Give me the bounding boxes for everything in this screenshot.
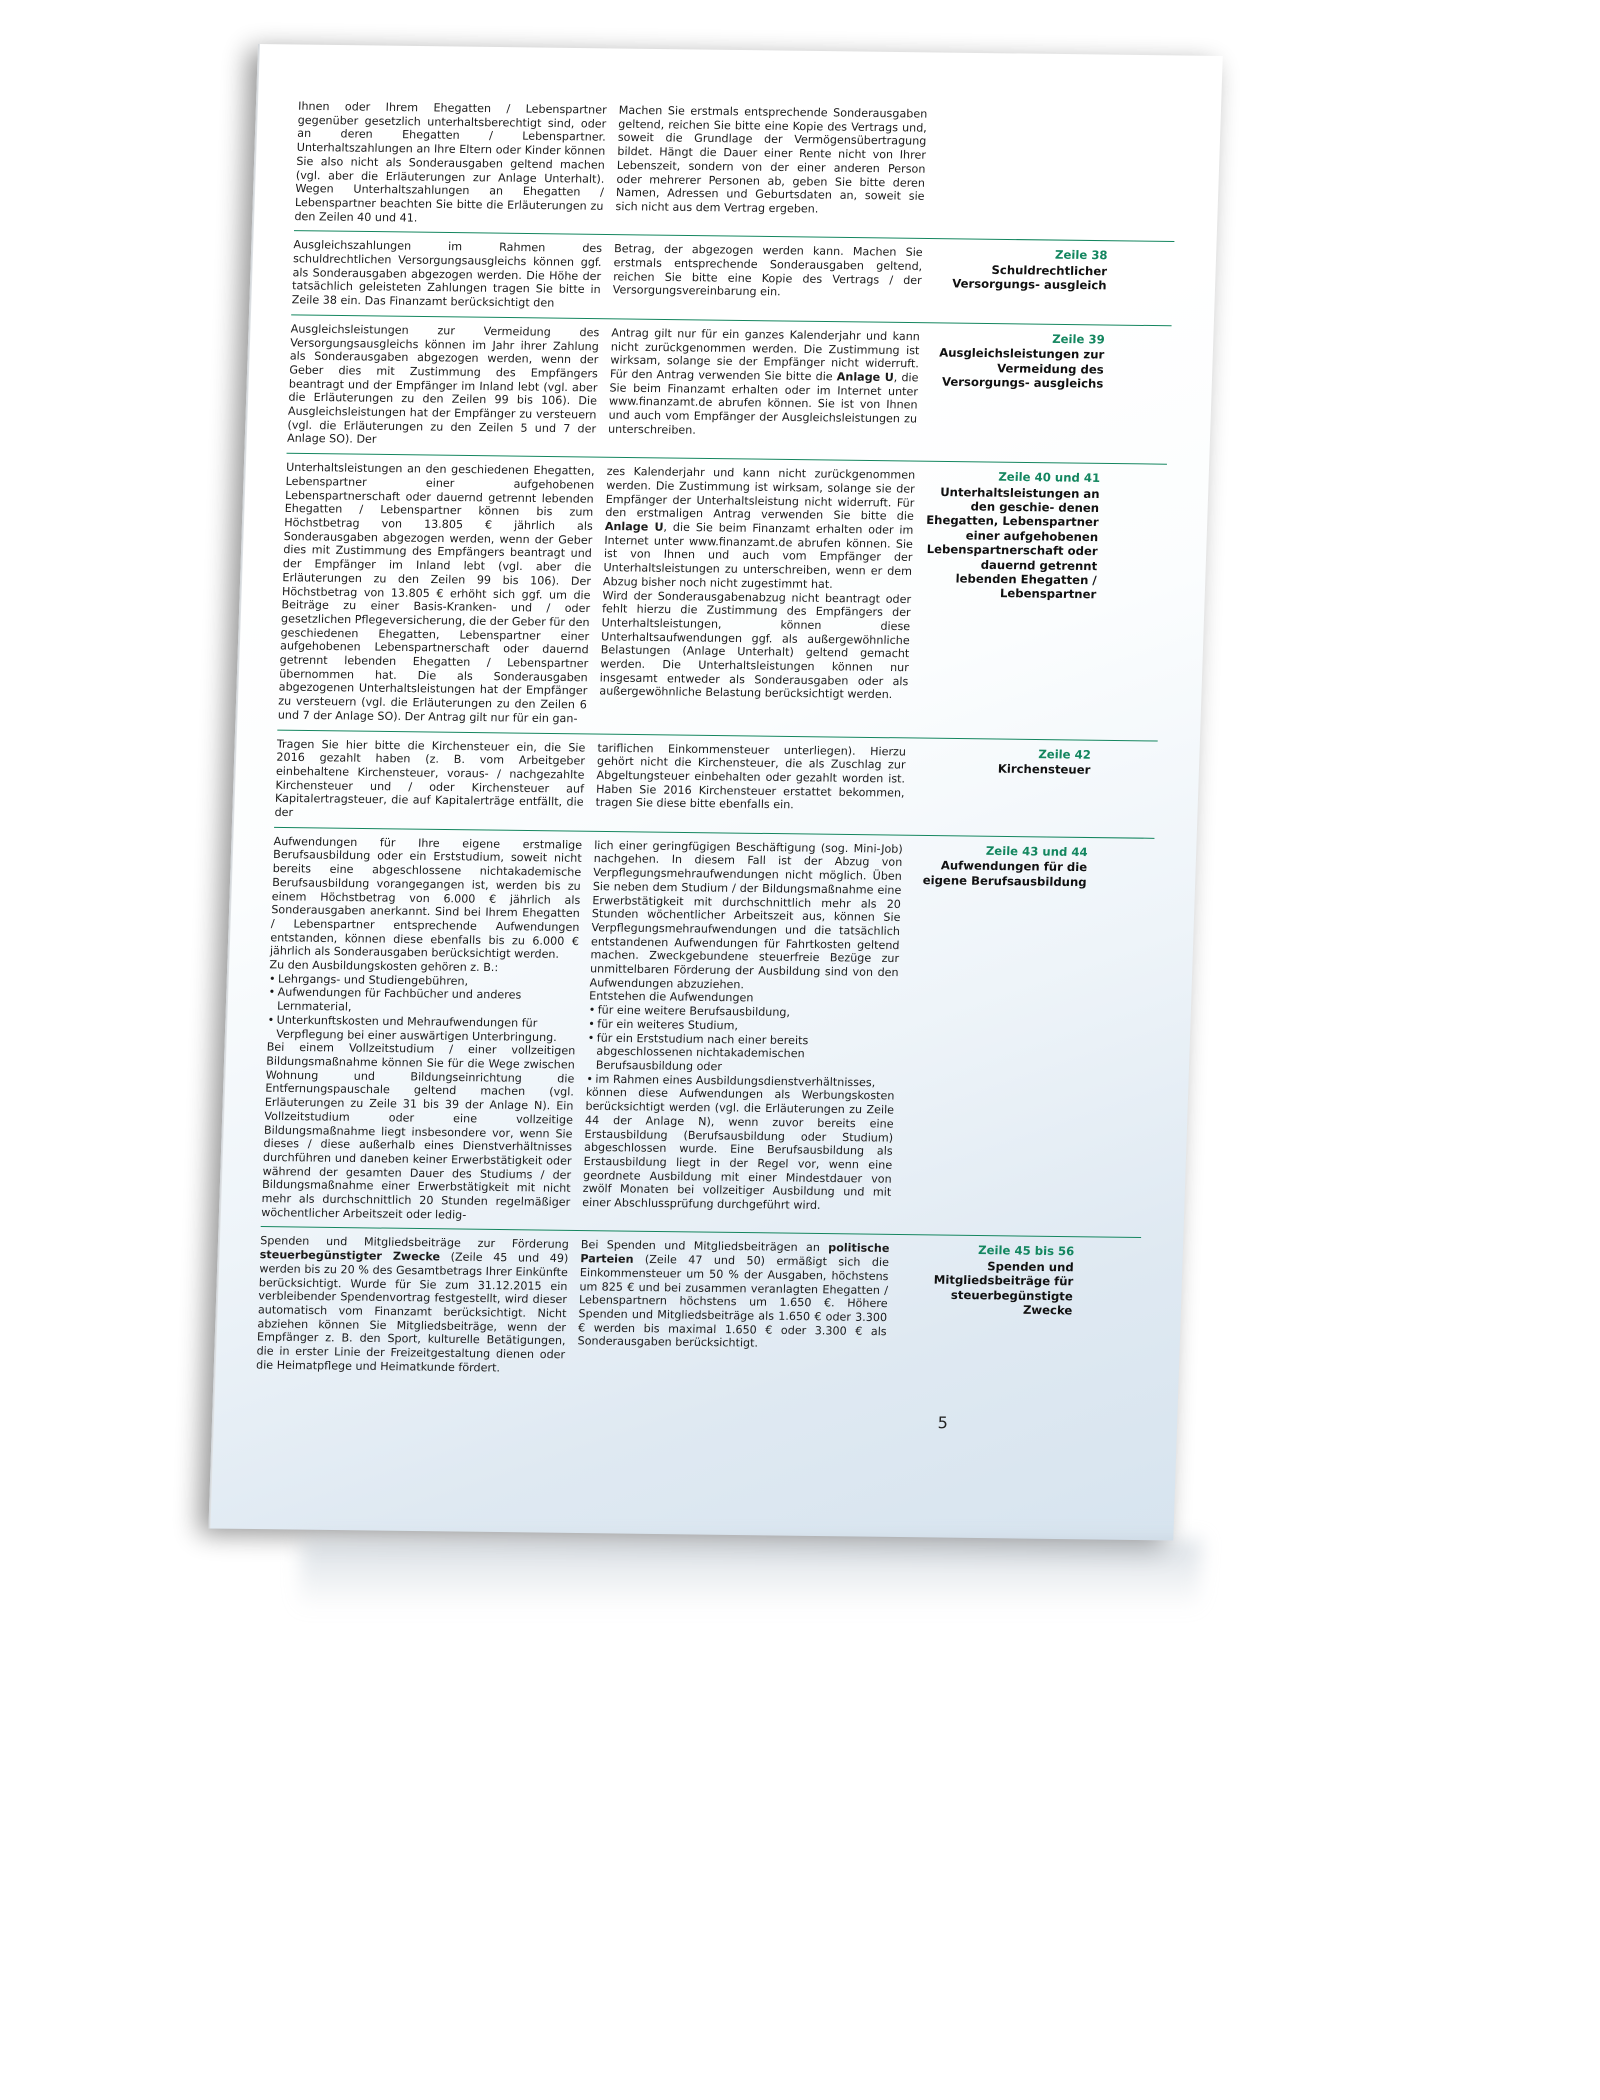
page-number: 5 [937,1413,949,1433]
page-reflection [299,1540,1201,1610]
document-page-wrapper [208,44,1222,1540]
document-body [256,93,1179,1390]
paragraph: lich einer geringfügigen Beschäftigung (sog. Mini-Job) nachgehen. In diesem Fall ist der Abzug von Verpflegungsmehraufwendungen nicht möglich. Üben Sie neben dem Studium / der Bildungsmaßnahme eine Erwerbstätigkeit mit durchschnittlich mehr als 20 Stunden wöchentlicher Arbeitszeit aus, können Sie Verpflegungsmehraufwendungen und die tatsächlich entstandenen Aufwendungen für Fahrtkosten geltend machen. Zweckgebundene steuerfreie Bezüge zur unmittelbaren Förderung der Ausbildung sind von den Aufwendungen abzuziehen. [589,838,903,992]
column-zeile-38-left [291,238,602,311]
column-zeile-43-44-left [261,835,582,1224]
zeile-reference: Zeile 40 und 41 [998,469,1101,486]
column-zeile-45-56-left [256,1235,569,1376]
page-left-edge [208,44,260,1528]
content-block-zeile-45-56 [256,1226,1141,1389]
paragraph: Ihnen oder Ihrem Ehegatten / Lebenspartner gegenüber gesetzlich unterhaltsberechtigt sind, oder an deren Ehegatten / Lebenspartner. Unterhaltszahlungen an Ihre Eltern oder Kinder können Sie also nicht als Sonderausgaben geltend machen (vgl. aber die Erläuterungen zur Anlage Unterhalt). Wegen Unterhaltszahlungen an Ehegatten / Lebenspartner beachten Sie bitte die Erläuterungen zu den Zeilen 40 und 41. [294,99,607,225]
paragraph: Ausgleichsleistungen zur Vermeidung des Versorgungsausgleichs können im Jahr ihrer Zahlung als Sonderausgaben abgezogen werden, wenn der Geber dies mit Zustimmung des Empfängers beantragt und der Empfänger im Inland lebt (vgl. aber die Erläuterungen zu den Zeilen 99 bis 106). Die Ausgleichsleistungen hat der Empfänger zu versteuern (vgl. die Erläuterungen zu den Zeilen 5 und 7 der Anlage SO). Der [286,322,600,447]
bullet-item: • Aufwendungen für Fachbücher und anderes Lernmaterial, [268,986,577,1017]
paragraph: Machen Sie erstmals entsprechende Sonderausgaben geltend, reichen Sie bitte eine Kopie des Vertrags und, soweit die Grundlage der Vermögensübertragung bildet. Hängt die Dauer einer Rente nicht von Ihrer Lebenszeit, sondern von der einer anderen Person oder mehrerer Personen ab, geben Sie bitte deren Namen, Adressen und Geburtsdaten an, soweit sie sich nicht aus dem Vertrag ergeben. [615,103,928,216]
paragraph: Aufwendungen für Ihre eigene erstmalige Berufsausbildung oder ein Erststudium, soweit nicht bereits eine abgeschlossene nichtakademische Berufsausbildung vorangegangen ist, werden bis zu einem Höchstbetrag von 6.000 € jährlich als Sonderausgaben anerkannt. Sind bei Ihrem Ehegatten / Lebenspartner entsprechende Aufwendungen entstanden, können diese ebenfalls bis zu 6.000 € jährlich als Sonderausgaben berücksichtigt werden. [269,834,583,962]
sub-heading: Entstehen die Aufwendungen [588,989,754,1005]
bullet-list [267,972,578,1045]
margin-label-zeile-42 [916,745,1092,830]
paragraph: können diese Aufwendungen als Werbungskosten berücksichtigt werden (vgl. die Erläuterungen zu Zeile 44 der Anlage N), wenn zuvor bereits eine Erstausbildung (Berufsausbildung oder Studium) abgeschlossen wurde. Eine Berufsausbildung als Erstausbildung liegt in der Regel vor, wenn eine geordnete Ausbildung mit einer Mindestdauer von zwölf Monaten bei vollzeitiger Ausbildung und mit einer Abschlussprüfung durchgeführt wird. [582,1086,895,1212]
paragraph: tariflichen Einkommensteuer unterliegen). Hierzu gehört nicht die Kirchensteuer, die als Zuschlag zur Abgeltungsteuer einbehalten oder gezahlt worden ist. Haben Sie 2016 Kirchensteuer erstattet bekommen, tragen Sie diese bitte ebenfalls ein. [595,741,907,812]
zeile-reference: Zeile 45 bis 56 [977,1243,1075,1259]
column-zeile-40-41-left [278,461,595,726]
content-block-zeile-40-41 [277,453,1167,740]
margin-title: Unterhaltsleistungen an den geschie- denen Ehegatten, Lebenspartner einer aufgehobenen Lebenspartnerschaft oder dauernd getrennt lebenden Ehegatten / Lebenspartner [925,484,1100,602]
paragraph: Tragen Sie hier bitte die Kirchensteuer ein, die Sie 2016 gezahlt haben (z. B. vom Arbeitgeber einbehaltene Kirchensteuer, voraus- / nachgezahlte Kirchensteuer und / oder Kirchensteuer auf Kapitalertragsteuer, die auf Kapitalerträge entfällt, die der [274,737,586,820]
paragraph: Antrag gilt nur für ein ganzes Kalenderjahr und kann nicht zurückgenommen werden. Die Zustimmung ist wirksam, solange sie der Empfänger nicht widerruft. Für den Antrag verwenden Sie bitte die Anlage U, die Sie beim Finanzamt erhalten oder im Internet unter www.finanzamt.de abrufen können. Sie ist von Ihnen und auch vom Empfänger der Ausgleichsleistungen zu unterschreiben. [607,326,921,437]
paragraph: Bei Spenden und Mitgliedsbeiträgen an politische Parteien (Zeile 47 und 50) ermäßigt sich die Einkommensteuer um 50 % der Ausgaben, höchstens um 825 € und bei zusammen veranlagten Ehegatten / Lebenspartnern höchstens um 1.650 €. Höhere Spenden und Mitgliedsbeiträge als 1.650 € oder 3.300 € werden bis maximal 1.650 € oder 3.300 € als Sonderausgaben berücksichtigt. [577,1238,890,1351]
bullet-item: • Lehrgangs- und Studiengebühren, [269,972,578,990]
margin-label-zeile-45-56 [897,1242,1074,1382]
content-block-zeile-42 [274,729,1158,837]
margin-title: Kirchensteuer [997,761,1091,777]
margin-label-zeile-40-41 [919,469,1101,732]
margin-label-zeile-38 [933,246,1108,317]
margin-label-zeile-39 [928,330,1105,456]
bullet-item: • für eine weitere Berufsausbildung, [588,1004,897,1022]
zeile-reference: Zeile 43 und 44 [985,843,1088,859]
sub-heading: Zu den Ausbildungskosten gehören z. B.: [269,958,499,975]
margin-title: Spenden und Mitgliedsbeiträge für steuerbegünstigte Zwecke [933,1259,1074,1318]
paragraph: Spenden und Mitgliedsbeiträge zur Förderung steuerbegünstigter Zwecke (Zeile 45 und 49) werden bis zu 20 % des Gesamtbetrags Ihrer Einkünfte berücksichtigt. Wurde für Sie zum 31.12.2015 ein verbleibender Spendenvortrag festgestellt, wird dieser automatisch vom Finanzamt berücksichtigt. Nicht abziehen können Sie Mitgliedsbeiträge, wenn der Empfänger z. B. den Sport, kulturelle Betätigungen, die in erster Linie der Freizeitgestaltung dienen oder die Heimatpflege und Heimatkunde fördert. [255,1234,569,1375]
zeile-reference: Zeile 38 [1054,247,1108,263]
paragraph: Bei einem Vollzeitstudium / einer vollzeitigen Bildungsmaßnahme können Sie für die Wege zwischen Wohnung und Bildungseinrichtung die Entfernungspauschale geltend machen (vgl. Erläuterungen zu Zeile 31 bis 39 der Anlage N). Ein Vollzeitstudium oder eine vollzeitige Bildungsmaßnahme liegt insbesondere vor, wenn Sie dieses / diese außerhalb eines Dienstverhältnisses durchführen und daneben keiner Erwerbstätigkeit oder während der gesamten Dauer des Studiums / der Bildungsmaßnahme einer Erwerbstätigkeit mit nicht mehr als durchschnittlich 20 Stunden regelmäßiger wöchentlicher Arbeitszeit oder ledig- [260,1040,576,1222]
column-zeile-40-41-right [598,465,915,730]
margin-title: Schuldrechtlicher Versorgungs- ausgleich [951,262,1108,293]
column-zeile-39-right [607,326,920,454]
bullet-item: • für ein weiteres Studium, [588,1017,897,1035]
margin-title: Aufwendungen für die eigene Berufsausbildung [922,858,1088,889]
column-zeile-42-left [274,737,585,823]
zeile-reference: Zeile 42 [1038,746,1092,762]
bullet-list [586,1004,897,1090]
paragraph: Unterhaltsleistungen an den geschiedenen Ehegatten, Lebenspartner einer aufgehobenen Lebenspartnerschaft oder dauernd getrennt lebenden Ehegatten / Lebenspartner können bis zum Höchstbetrag von 13.805 € jährlich als Sonderausgaben abgezogen werden, wenn der Geber dies mit Zustimmung des Empfängers beantragt und der Empfänger im Inland lebt (vgl. aber die Erläuterungen zu den Zeilen 99 bis 106). Der Höchstbetrag von 13.805 € erhöht sich ggf. um die Beiträge zu einer Basis-Kranken- und / oder gesetzlichen Pflegeversicherung, die der Geber für den geschiedenen Ehegatten, Lebenspartner einer aufgehobenen Lebenspartnerschaft oder dauernd getrennt lebenden Ehegatten / Lebenspartner übernommen hat. Die als Sonderausgaben abgezogenen Unterhaltsleistungen hat der Empfänger zu versteuern (vgl. die Erläuterungen zu den Zeilen 6 und 7 der Anlage SO). Der Antrag gilt nur für ein gan- [277,460,595,726]
paragraph: Betrag, der abgezogen werden kann. Machen Sie erstmals entsprechende Sonderausgaben geltend, reichen Sie bitte eine Kopie des Vertrags / der Versorgungsvereinbarung ein. [612,242,923,299]
column-zeile-38-right [612,242,923,315]
bullet-item: • im Rahmen eines Ausbildungsdienstverhältnisses, [586,1072,895,1090]
content-block-zeile-38 [291,230,1174,325]
column-zeile-42-right [595,741,906,827]
column-unterhalt-intro-left [294,100,607,228]
bullet-item: • für ein Erststudium nach einer bereits abgeschlossenen nichtakademischen Berufsausbildung oder [587,1031,897,1076]
paragraph: zes Kalenderjahr und kann nicht zurückgenommen werden. Die Zustimmung ist wirksam, solange sie der Empfänger der Unterhaltsleistung nicht widerruft. Für den erstmaligen Antrag verwenden Sie bitte die Anlage U, die Sie beim Finanzamt erhalten oder im Internet unter www.finanzamt.de abrufen können. Sie ist von Ihnen und auch vom Empfänger der Unterhaltsleistungen zu unterschreiben, wenn er dem Abzug bisher noch nicht zugestimmt hat. Wird der Sonderausgabenabzug nicht beantragt oder fehlt hierzu die Zustimmung des Empfängers der Unterhaltsleistungen, können diese Unterhaltsaufwendungen ggf. als außergewöhnliche Belastungen (Anlage Unterhalt) geltend gemacht werden. Die Unterhaltsleistungen können nur insgesamt entweder als Sonderausgaben oder als außergewöhnliche Belastung berücksichtigt werden. [599,464,916,702]
column-unterhalt-intro-right [615,104,928,232]
column-zeile-43-44-right [582,839,903,1228]
document-page [208,44,1222,1540]
margin-title: Ausgleichsleistungen zur Vermeidung des Versorgungs- ausgleichs [938,345,1105,391]
zeile-reference: Zeile 39 [1051,331,1105,347]
column-zeile-39-left [287,322,600,450]
content-block-zeile-39 [287,314,1172,464]
paragraph: Ausgleichszahlungen im Rahmen des schuldrechtlichen Versorgungsausgleichs können ggf. als Sonderausgaben abgezogen werden. Die Höhe der tatsächlich geleisteten Zahlungen tragen Sie bitte in Zeile 38 ein. Das Finanzamt berücksichtigt den [291,238,603,310]
content-block-zeile-43-44 [261,827,1155,1238]
margin-label-zeile-43-44 [902,843,1088,1230]
bullet-item: • Unterkunftskosten und Mehraufwendungen für Verpflegung bei einer auswärtigen Unterbringung. [267,1013,576,1044]
content-block-unterhalt-intro [294,93,1179,242]
margin-label-unterhalt-intro [935,108,1112,234]
column-zeile-45-56-right [576,1239,889,1380]
